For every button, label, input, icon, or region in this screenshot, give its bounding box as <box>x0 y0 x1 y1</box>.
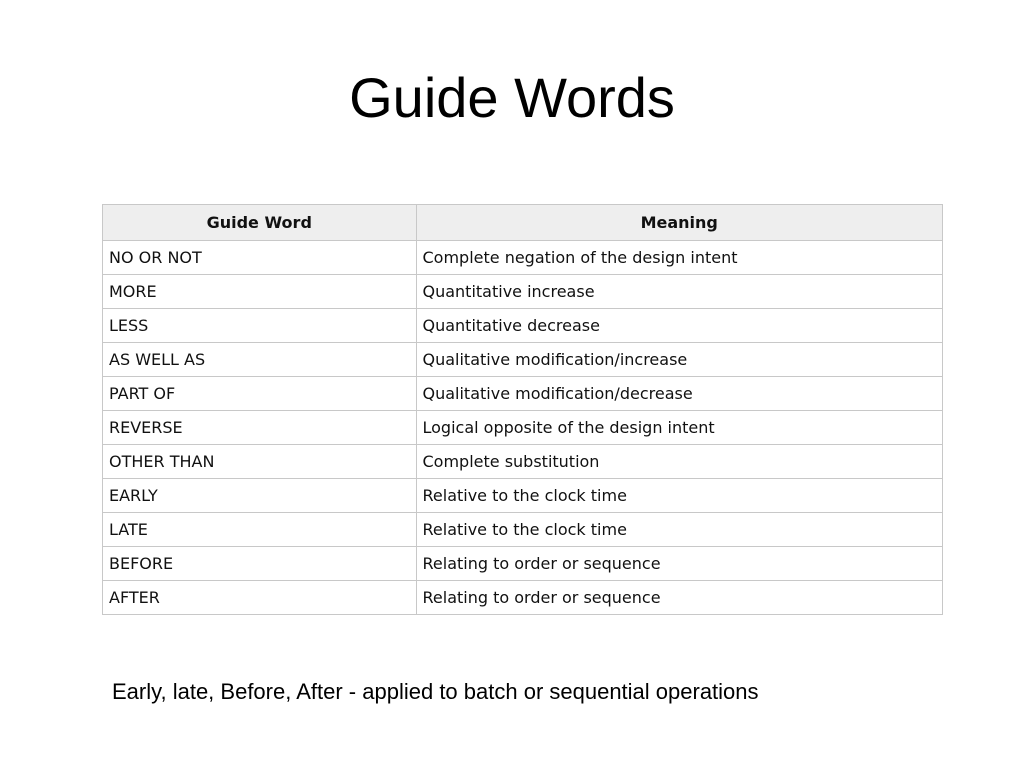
table-header-row <box>103 205 943 241</box>
table-row <box>103 377 943 411</box>
guide-word-cell: LESS <box>103 309 417 343</box>
guide-word-cell: OTHER THAN <box>103 445 417 479</box>
guide-word-cell: LATE <box>103 513 417 547</box>
table-row <box>103 581 943 615</box>
guide-word-cell: REVERSE <box>103 411 417 445</box>
guide-word-cell: BEFORE <box>103 547 417 581</box>
meaning-cell: Complete substitution <box>416 445 943 479</box>
meaning-cell: Logical opposite of the design intent <box>416 411 943 445</box>
meaning-cell: Qualitative modification/decrease <box>416 377 943 411</box>
guide-word-cell: NO OR NOT <box>103 241 417 275</box>
meaning-cell: Complete negation of the design intent <box>416 241 943 275</box>
guide-word-cell: PART OF <box>103 377 417 411</box>
header-guide-word: Guide Word <box>103 205 417 241</box>
table-row <box>103 275 943 309</box>
meaning-cell: Quantitative decrease <box>416 309 943 343</box>
guide-word-cell: EARLY <box>103 479 417 513</box>
guide-word-cell: AS WELL AS <box>103 343 417 377</box>
table-row <box>103 411 943 445</box>
guide-words-table <box>102 204 943 615</box>
table-row <box>103 445 943 479</box>
slide-title: Guide Words <box>349 66 675 129</box>
guide-word-cell: MORE <box>103 275 417 309</box>
table-row <box>103 513 943 547</box>
table-row <box>103 343 943 377</box>
table-row <box>103 547 943 581</box>
meaning-cell: Relating to order or sequence <box>416 547 943 581</box>
guide-word-cell: AFTER <box>103 581 417 615</box>
table-row <box>103 241 943 275</box>
table-row <box>103 479 943 513</box>
meaning-cell: Relative to the clock time <box>416 513 943 547</box>
table-row <box>103 309 943 343</box>
meaning-cell: Relative to the clock time <box>416 479 943 513</box>
meaning-cell: Quantitative increase <box>416 275 943 309</box>
meaning-cell: Qualitative modification/increase <box>416 343 943 377</box>
footnote: Early, late, Before, After - applied to batch or sequential operations <box>112 679 759 704</box>
meaning-cell: Relating to order or sequence <box>416 581 943 615</box>
header-meaning: Meaning <box>416 205 943 241</box>
